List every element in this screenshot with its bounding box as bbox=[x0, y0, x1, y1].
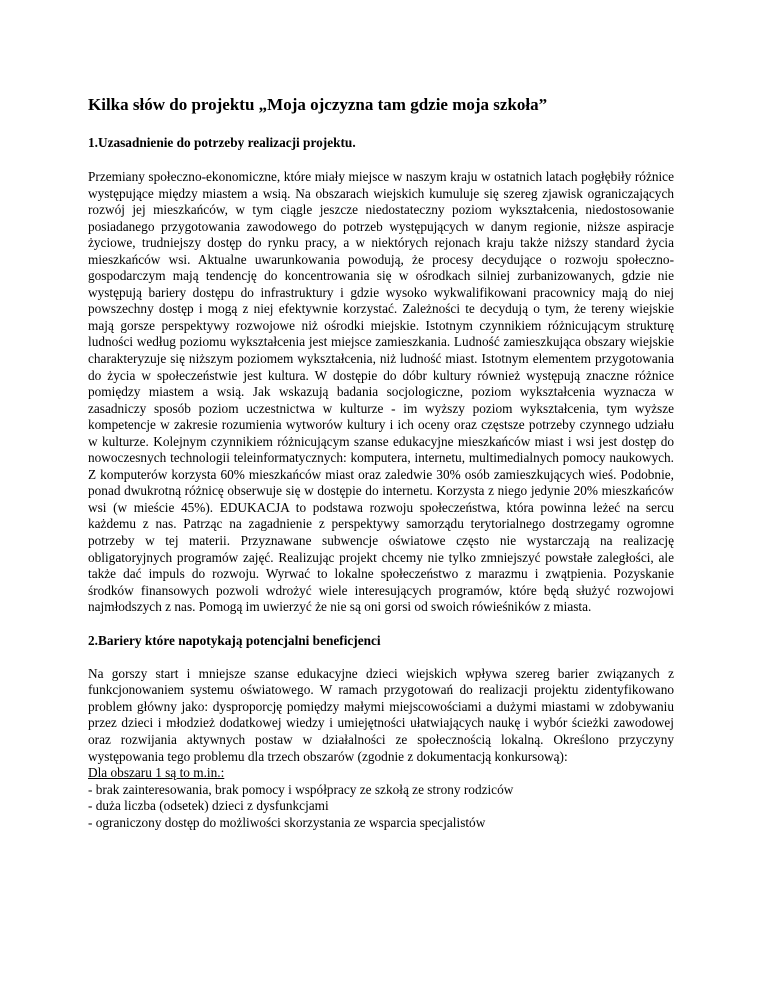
list-item: - ograniczony dostęp do możliwości skorzystania ze wsparcia specjalistów bbox=[88, 814, 486, 830]
section-1-heading: 1.Uzasadnienie do potrzeby realizacji projektu. bbox=[88, 135, 356, 150]
section-1-paragraph: Przemiany społeczno-ekonomiczne, które miały miejsce w naszym kraju w ostatnich latach pogłębiły różnice występujące między miastem a wsią. Na obszarach wiejskich kumuluje się szereg zjawisk ograniczających rozwój jej mieszkańców, w tym ciągle jeszcze niedostateczny poziom wykształcenia, niedostosowanie posiadanego przygotowania zawodowego do potrzeb występujących w danym regionie, niższe aspiracje życiowe, trudniejszy dostęp do rynku pracy, a w niektórych rejonach kraju także niższy standard życia mieszkańców wsi. Aktualne uwarunkowania powodują, że procesy decydujące o rozwoju społeczno-gospodarczym mają tendencję do koncentrowania się w ośrodkach silniej zurbanizowanych, gdzie nie występują bariery dostępu do infrastruktury i gdzie wysoko wykwalifikowani pracownicy mają do niej powszechny dostęp i mogą z niej efektywnie korzystać. Zależności te decydują o tym, że tereny wiejskie mają gorsze perspektywy rozwojowe niż ośrodki miejskie. Istotnym czynnikiem różnicującym strukturę ludności według poziomu wykształcenia jest miejsce zamieszkania. Ludność zamieszkująca obszary wiejskie charakteryzuje się niższym poziomem wykształcenia, niż ludność miast. Istotnym elementem przygotowania do życia w społeczeństwie jest kultura. W dostępie do dóbr kultury również występują znaczne różnice pomiędzy miastem a wsią. Jak wskazują badania socjologiczne, poziom wykształcenia wyznacza w zasadniczy sposób poziom uczestnictwa w kulturze - im wyższy poziom wykształcenia, tym wyższe kompetencje w zakresie rozumienia wytworów kultury i ich oceny oraz częstsze potrzeby czynnego udziału w kulturze. Kolejnym czynnikiem różnicującym szanse edukacyjne mieszkańców miast i wsi jest dostęp do nowoczesnych technologii teleinformatycznych: komputera, internetu, multimedialnych pomocy naukowych. Z komputerów korzysta 60% mieszkańców miast oraz zaledwie 30% osób zamieszkujących wieś. Podobnie, ponad dwukrotną różnicę obserwuje się w dostępie do internetu. Korzysta z niego jedynie 20% mieszkańców wsi (w mieście 45%). EDUKACJA to podstawa rozwoju społeczeństwa, która powinna leżeć na sercu każdemu z nas. Patrząc na zagadnienie z perspektywy samorządu terytorialnego dostrzegamy ogromne potrzeby w tej materii. Przyznawane subwencje oświatowe często nie wystarczają na realizację obligatoryjnych programów zajęć. Realizując projekt chcemy nie tylko zmniejszyć powstałe zaległości, ale także dać impuls do rozwoju. Wyrwać to lokalne społeczeństwo z marazmu i zwątpienia. Pozyskanie środków finansowych pozwoli wdrożyć wiele interesujących programów, które będą służyć rozwojowi najmłodszych z nas. Pomogą im uwierzyć że nie są oni gorsi od swoich rówieśników z miasta. bbox=[88, 169, 674, 615]
document-page bbox=[88, 94, 674, 831]
section-2-list bbox=[88, 765, 674, 831]
document-title: Kilka słów do projektu „Moja ojczyzna tam gdzie moja szkoła” bbox=[88, 95, 548, 114]
section-2-heading: 2.Bariery które napotykają potencjalni beneficjenci bbox=[88, 632, 381, 648]
list-item: - brak zainteresowania, brak pomocy i współpracy ze szkołą ze strony rodziców bbox=[88, 781, 514, 797]
section-2-paragraph: Na gorszy start i mniejsze szanse edukacyjne dzieci wiejskich wpływa szereg barier związanych z funkcjonowaniem systemu oświatowego. W ramach przygotowań do realizacji projektu zidentyfikowano problem główny jako: dysproporcję pomiędzy małymi miejscowościami a dużymi miastami w zdobywaniu przez dzieci i młodzież dodatkowej wiedzy i umiejętności ułatwiających naukę i wybór ścieżki zawodowej oraz rozwijania aktywnych postaw w działalności ze społecznością lokalną. Określono przyczyny występowania tego problemu dla trzech obszarów (zgodnie z dokumentacją konkursową): bbox=[88, 665, 674, 764]
list-item: - duża liczba (odsetek) dzieci z dysfunkcjami bbox=[88, 798, 329, 814]
list-heading: Dla obszaru 1 są to m.in.: bbox=[88, 765, 225, 781]
